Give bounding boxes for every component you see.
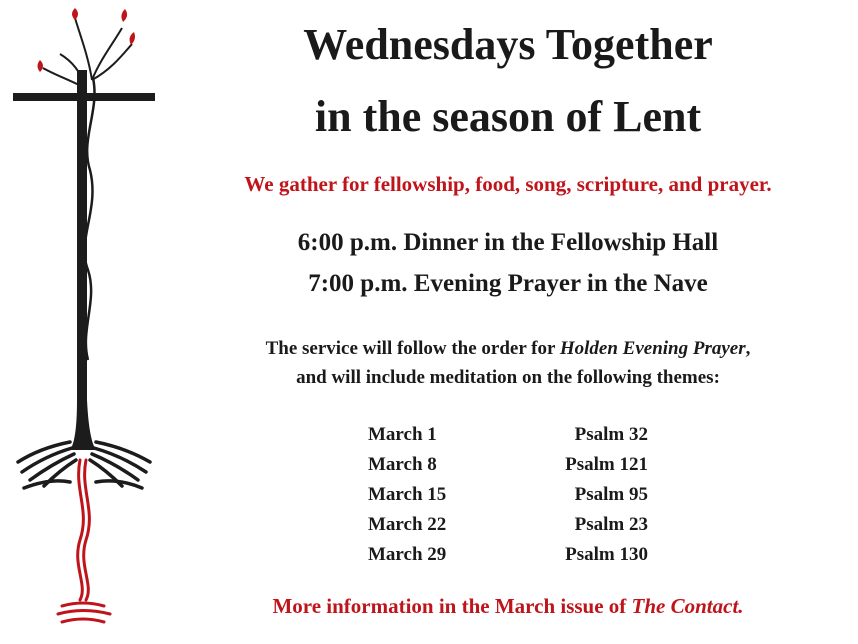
theme-row (368, 480, 648, 510)
theme-psalm: Psalm 95 (574, 484, 648, 505)
note-italic-title: Holden Evening Prayer (559, 338, 746, 359)
theme-row (368, 420, 648, 450)
footer-prefix: More information in the March issue of (272, 594, 632, 618)
note-suffix: , (745, 338, 751, 359)
theme-psalm: Psalm 23 (574, 514, 648, 535)
theme-row (368, 540, 648, 570)
footer-publication: The Contact. (631, 594, 744, 618)
service-note (170, 334, 846, 392)
theme-row (368, 450, 648, 480)
note-prefix: The service will follow the order for (265, 338, 560, 359)
red-leaves (38, 8, 136, 72)
red-water (58, 460, 110, 622)
branches (43, 18, 132, 88)
footer-note (170, 594, 846, 619)
cross-beam (70, 70, 96, 450)
tagline: We gather for fellowship, food, song, scripture, and prayer. (244, 172, 772, 196)
theme-psalm: Psalm 130 (565, 544, 648, 565)
theme-date: March 15 (368, 484, 447, 505)
theme-date: March 22 (368, 514, 447, 535)
theme-date: March 29 (368, 544, 447, 565)
schedule-prayer: 7:00 p.m. Evening Prayer in the Nave (308, 270, 708, 297)
theme-date: March 1 (368, 424, 437, 445)
cross-tree-illustration (0, 0, 175, 644)
schedule-dinner: 6:00 p.m. Dinner in the Fellowship Hall (297, 229, 719, 256)
service-note-line-2: and will include meditation on the following themes: (296, 367, 720, 388)
title-line-1: Wednesdays Together (303, 20, 713, 69)
theme-date: March 8 (368, 454, 437, 475)
themes-list (368, 420, 648, 570)
theme-row (368, 510, 648, 540)
theme-psalm: Psalm 32 (574, 424, 648, 445)
service-note-line-1 (170, 334, 846, 363)
theme-psalm: Psalm 121 (565, 454, 648, 475)
title-line-2: in the season of Lent (314, 92, 702, 141)
